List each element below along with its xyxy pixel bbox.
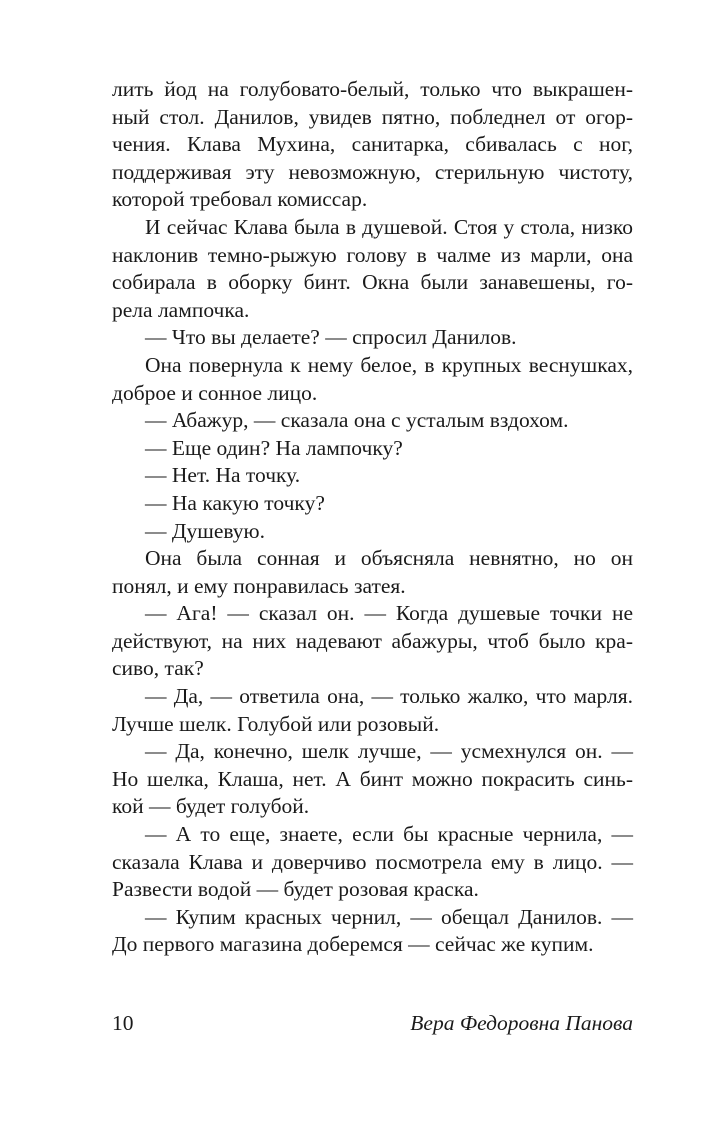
paragraph bbox=[112, 214, 633, 324]
text-line: Она была сонная и объясняла невнятно, но он bbox=[145, 546, 633, 571]
text-line: чения. Клава Мухина, санитарка, сбивалась с ног, bbox=[112, 132, 633, 157]
paragraph bbox=[112, 462, 633, 490]
text-line: ный стол. Данилов, увидев пятно, побледнел от огор- bbox=[112, 104, 633, 129]
text-line: — На какую точку? bbox=[145, 490, 325, 515]
text-line: Она повернула к нему белое, в крупных веснушках, bbox=[145, 352, 633, 377]
text-line: — А то еще, знаете, если бы красные чернила, — bbox=[145, 822, 633, 847]
page-body bbox=[112, 76, 633, 959]
text-line: — Что вы делаете? — спросил Данилов. bbox=[145, 325, 517, 350]
page-number: 10 bbox=[112, 1011, 134, 1035]
running-footer-author: Вера Федоровна Панова bbox=[410, 1011, 633, 1035]
paragraph bbox=[112, 545, 633, 600]
text-line: которой требовал комиссар. bbox=[112, 187, 368, 212]
text-line: собирала в оборку бинт. Окна были занавешены, го- bbox=[112, 270, 633, 295]
page-footer bbox=[112, 1011, 633, 1041]
text-line: — Душевую. bbox=[145, 518, 265, 543]
text-line: сиво, так? bbox=[112, 656, 204, 681]
text-line: — Нет. На точку. bbox=[145, 463, 301, 488]
text-line: — Да, конечно, шелк лучше, — усмехнулся он. — bbox=[145, 739, 633, 764]
paragraph bbox=[112, 683, 633, 738]
text-line: Лучше шелк. Голубой или розовый. bbox=[112, 711, 440, 736]
text-line: — Еще один? На лампочку? bbox=[145, 435, 403, 460]
paragraph bbox=[112, 518, 633, 546]
text-line: лить йод на голубовато-белый, только что выкрашен- bbox=[112, 77, 633, 101]
paragraph bbox=[112, 904, 633, 959]
text-line: поддерживая эту невозможную, стерильную чистоту, bbox=[112, 159, 633, 184]
paragraph bbox=[112, 490, 633, 518]
text-line: — Да, — ответила она, — только жалко, что марля. bbox=[145, 684, 633, 709]
text-line: доброе и сонное лицо. bbox=[112, 380, 318, 405]
text-line: сказала Клава и доверчиво посмотрела ему в лицо. — bbox=[112, 849, 633, 874]
text-line: — Купим красных чернил, — обещал Данилов. — bbox=[145, 904, 633, 929]
text-line: действуют, на них надевают абажуры, чтоб было кра- bbox=[112, 628, 633, 653]
paragraph bbox=[112, 738, 633, 821]
text-line: — Ага! — сказал он. — Когда душевые точки не bbox=[145, 601, 633, 626]
paragraph bbox=[112, 76, 633, 214]
text-line: рела лампочка. bbox=[112, 297, 250, 322]
text-line: — Абажур, — сказала она с усталым вздохом. bbox=[145, 408, 569, 433]
text-line: кой — будет голубой. bbox=[112, 794, 310, 819]
paragraph bbox=[112, 407, 633, 435]
text-line: До первого магазина доберемся — сейчас же купим. bbox=[112, 932, 594, 957]
paragraph bbox=[112, 600, 633, 683]
paragraph bbox=[112, 821, 633, 904]
text-line: Но шелка, Клаша, нет. А бинт можно покрасить синь- bbox=[112, 766, 633, 791]
text-line: понял, и ему понравилась затея. bbox=[112, 573, 406, 598]
text-line: И сейчас Клава была в душевой. Стоя у стола, низко bbox=[145, 214, 633, 239]
paragraph bbox=[112, 352, 633, 407]
paragraph bbox=[112, 324, 633, 352]
paragraph bbox=[112, 435, 633, 463]
text-line: Развести водой — будет розовая краска. bbox=[112, 877, 479, 902]
text-line: наклонив темно-рыжую голову в чалме из марли, она bbox=[112, 242, 633, 267]
